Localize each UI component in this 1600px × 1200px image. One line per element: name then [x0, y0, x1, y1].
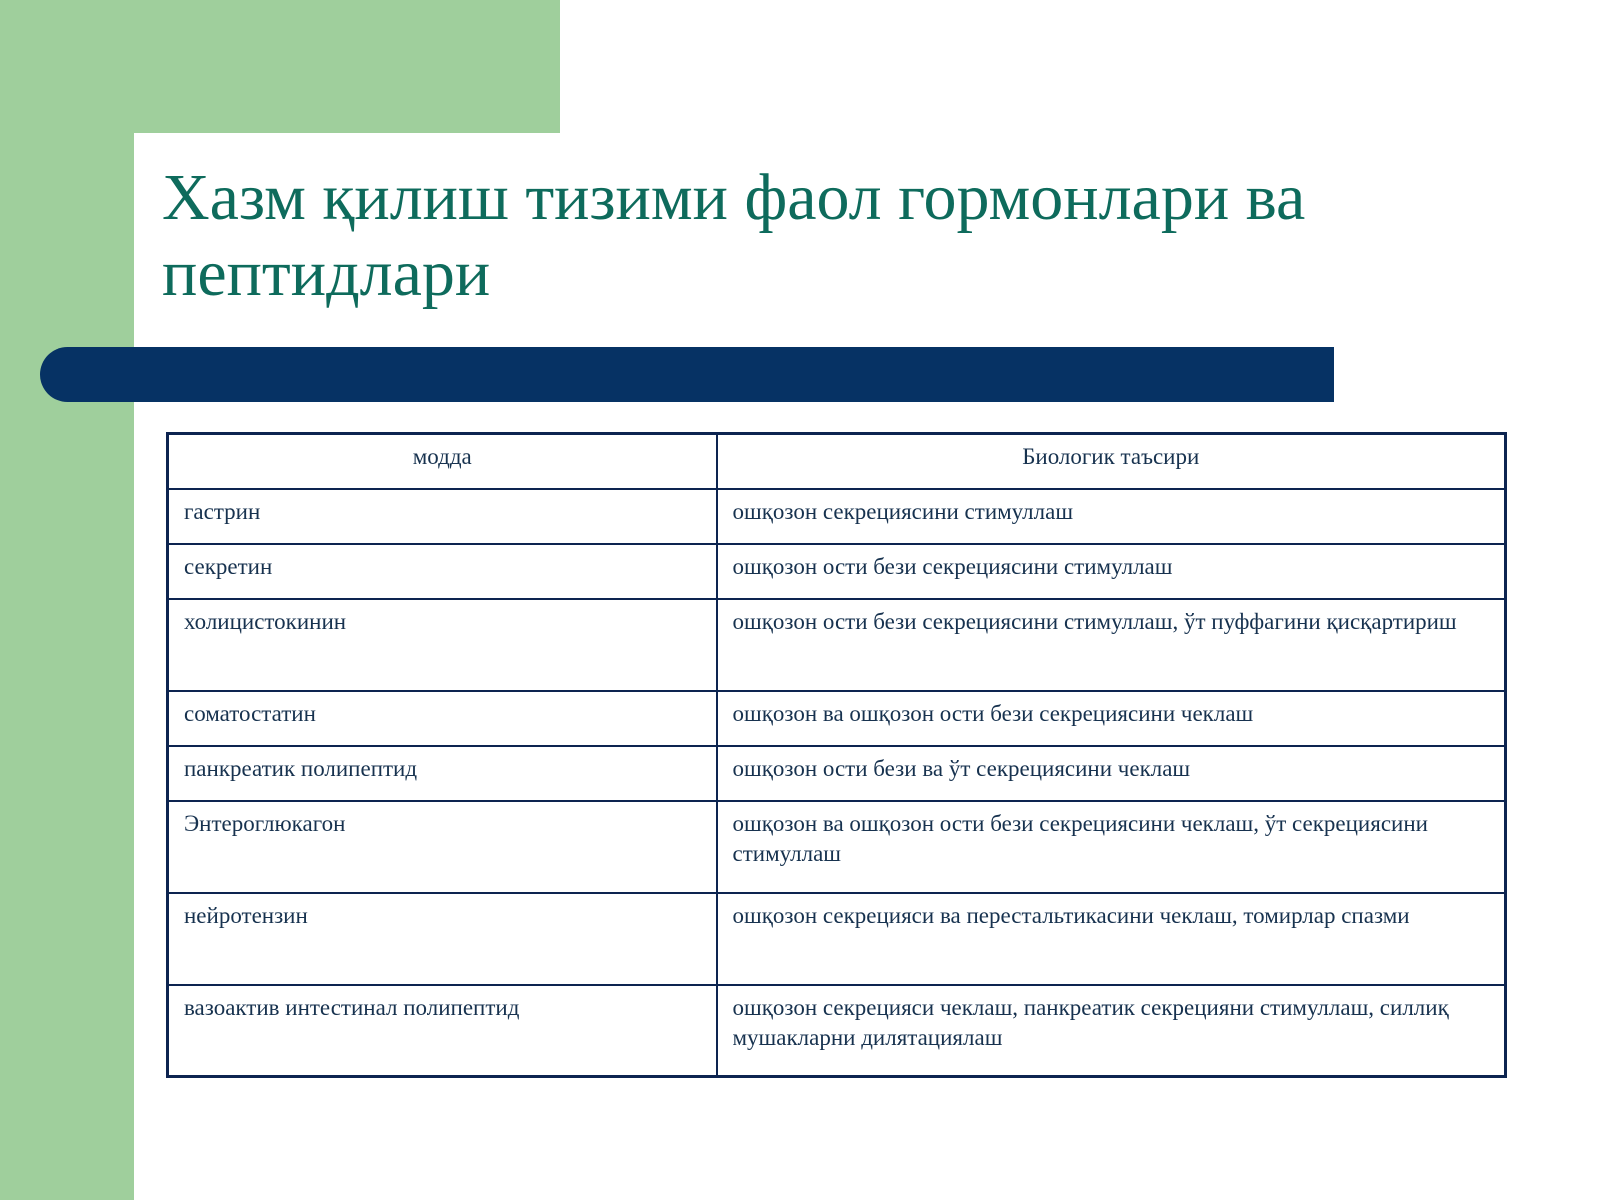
top-green-panel: [0, 0, 560, 133]
header-substance: модда: [168, 434, 717, 489]
title-divider-bar: [40, 347, 1334, 402]
left-green-panel: [0, 0, 134, 1200]
header-biological-effect: Биологик таъсири: [717, 434, 1506, 489]
slide-title: Хазм қилиш тизими фаол гормонлари ва пептидлари: [162, 161, 1306, 310]
substance-cell: нейротензин: [168, 893, 717, 985]
substance-cell: соматостатин: [168, 691, 717, 746]
table-row: [168, 544, 1506, 599]
effect-cell: ошқозон ости бези секрециясини стимуллаш, ўт пуффагини қисқартириш: [717, 599, 1506, 691]
table-row: [168, 489, 1506, 544]
table-row: [168, 985, 1506, 1077]
table-row: [168, 691, 1506, 746]
effect-cell: ошқозон ости бези ва ўт секрециясини чеклаш: [717, 746, 1506, 801]
substance-cell: панкреатик полипептид: [168, 746, 717, 801]
substance-cell: вазоактив интестинал полипептид: [168, 985, 717, 1077]
effect-cell: ошқозон ва ошқозон ости бези секрециясини чеклаш: [717, 691, 1506, 746]
substance-cell: Энтероглюкагон: [168, 801, 717, 893]
table-row: [168, 746, 1506, 801]
effect-cell: ошқозон секрецияси ва перестальтикасини чеклаш, томирлар спазми: [717, 893, 1506, 985]
table-row: [168, 801, 1506, 893]
table-header-row: [168, 434, 1506, 489]
substance-cell: секретин: [168, 544, 717, 599]
substance-cell: холицистокинин: [168, 599, 717, 691]
table-row: [168, 599, 1506, 691]
effect-cell: ошқозон ости бези секрециясини стимуллаш: [717, 544, 1506, 599]
table-row: [168, 893, 1506, 985]
effect-cell: ошқозон секрецияси чеклаш, панкреатик секрецияни стимуллаш, силлиқ мушакларни дилятациялаш: [717, 985, 1506, 1077]
substance-cell: гастрин: [168, 489, 717, 544]
hormones-table: [166, 432, 1507, 1078]
effect-cell: ошқозон ва ошқозон ости бези секрециясини чеклаш, ўт секрециясини стимуллаш: [717, 801, 1506, 893]
effect-cell: ошқозон секрециясини стимуллаш: [717, 489, 1506, 544]
